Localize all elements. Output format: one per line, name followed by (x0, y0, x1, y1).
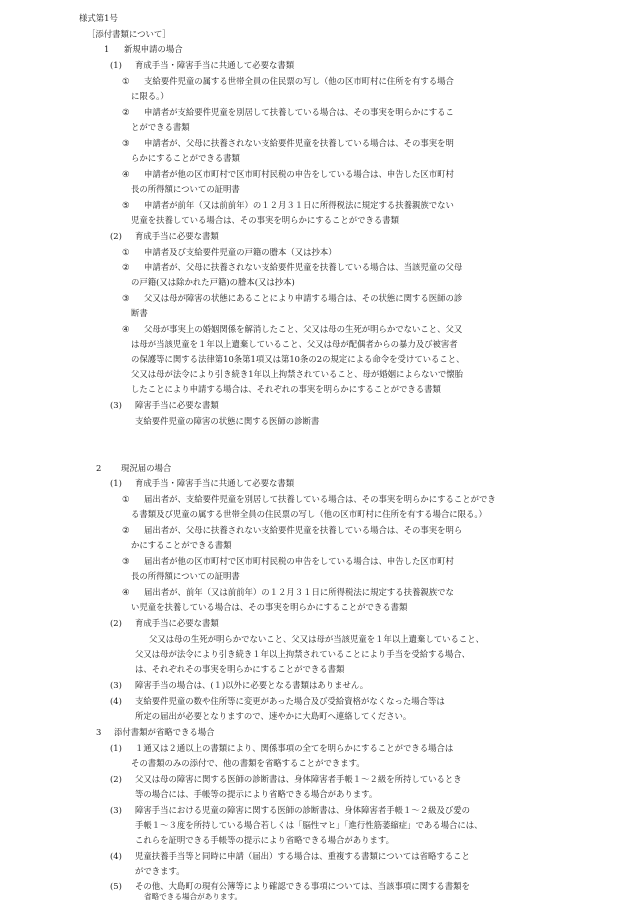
item-text-line: 届出者が、父母に扶養されない支給要件児童を扶養している場合は、その事実を明ら (144, 525, 463, 535)
item-text-line: に限る。） (131, 91, 169, 101)
item-text-line: これらを証明できる手帳等の提示により省略できる場合があります。 (135, 835, 394, 845)
item-marker: ② (122, 525, 130, 535)
item-marker: ③ (122, 138, 130, 148)
section-number: 2 (96, 463, 102, 473)
item-text-line: 父又は母が法令により引き続き1年以上拘禁されていること、母が婚姻によらないで懐胎 (131, 369, 463, 379)
item-text-line: 障害手当における児童の障害に関する医師の診断書は、身体障害者手帳１～２級及び愛の (135, 805, 470, 815)
subsection-title: 育成手当・障害手当に共通して必要な書類 (135, 478, 295, 488)
document-heading: ［添付書類について］ (87, 29, 171, 39)
item-text-line: は母が当該児童を１年以上遺棄していること、父又は母が配偶者からの暴力及び被害者 (131, 339, 458, 349)
subsection-number: (3) (110, 805, 122, 815)
subsection-number: (5) (110, 881, 122, 891)
subsection-number: (3) (110, 680, 122, 690)
item-text-line: 長の所得額についての証明書 (131, 184, 240, 194)
item-text-line: 父又は母が法令により引き続き１年以上拘禁されていることにより手当を受給する場合、 (135, 649, 470, 659)
item-text-line: い児童を扶養している場合は、その事実を明らかにすることができる書類 (131, 602, 408, 612)
item-text-line: 父母が事実上の婚姻関係を解消したこと、父又は母の生死が明らかでないこと、父又 (144, 324, 463, 334)
item-text-line: る書類及び児童の属する世帯全員の住民票の写し（他の区市町村に住所を有する場合に限る。） (131, 509, 487, 519)
item-text-line: 申請者が、父母に扶養されない支給要件児童を扶養している場合は、当該児童の父母 (144, 262, 463, 272)
item-text-line: の保護等に関する法律第10条第1項又は第10条の2の規定による命令を受けていること、 (131, 354, 465, 364)
item-text-line: １通又は２通以上の書類により、関係事項の全てを明らかにすることができる場合は (135, 743, 454, 753)
subsection-number: (2) (110, 618, 122, 628)
item-text-line: 長の所得額についての証明書 (131, 571, 240, 581)
item-text-line: 支給要件児童の属する世帯全員の住民票の写し（他の区市町村に住所を有する場合 (144, 76, 454, 86)
item-text-line: 申請者が前年（又は前前年）の１２月３１日に所得税法に規定する扶養親族でない (144, 200, 454, 210)
item-text-line: したことにより申請する場合は、それぞれの事実を明らかにすることができる書類 (131, 384, 441, 394)
subsection-number: (1) (110, 478, 122, 488)
item-text-line: 等の場合には、手帳等の提示により省略できる場合があります。 (135, 789, 378, 799)
item-marker: ④ (122, 324, 130, 334)
section-title: 新規申請の場合 (124, 44, 183, 54)
item-text-line: その他、大島町の現有公簿等により確認できる事項については、当該事項に関する書類を (135, 881, 470, 891)
item-text-line: は、それぞれその事実を明らかにすることができる書類 (135, 664, 345, 674)
item-text-line: 申請者が他の区市町村で区市町村民税の申告をしている場合は、申告した区市町村 (144, 169, 454, 179)
item-marker: ④ (122, 587, 130, 597)
subsection-title: 障害手当の場合は、(１)以外に必要となる書類はありません。 (135, 680, 369, 690)
item-text-line: 申請者が、父母に扶養されない支給要件児童を扶養している場合は、その事実を明 (144, 138, 454, 148)
item-marker: ① (122, 76, 130, 86)
item-text-line: 届出者が他の区市町村で区市町村民税の申告をしている場合は、申告した区市町村 (144, 556, 454, 566)
item-text-line: ができます。 (135, 866, 185, 876)
item-marker: ③ (122, 556, 130, 566)
item-marker: ② (122, 262, 130, 272)
item-marker: ④ (122, 169, 130, 179)
item-marker: ③ (122, 293, 130, 303)
item-text-line: の戸籍(又は除かれた戸籍)の謄本(又は抄本) (131, 277, 295, 287)
subsection-title: 育成手当に必要な書類 (135, 618, 219, 628)
subsection-title: 育成手当に必要な書類 (135, 231, 219, 241)
item-text-line: 申請者及び支給要件児童の戸籍の謄本（又は抄本） (144, 247, 337, 257)
item-text-line: 手帳１～３度を所持している場合若しくは「脳性マヒ」「進行性筋萎縮症」である場合には、 (135, 820, 483, 830)
item-text-line: 所定の届出が必要となりますので、速やかに大島町へ連絡してください。 (135, 711, 412, 721)
subsection-title: 障害手当に必要な書類 (135, 400, 219, 410)
subsection-number: (4) (110, 696, 122, 706)
subsection-number: (1) (110, 60, 122, 70)
subsection-number: (2) (110, 774, 122, 784)
item-text-line: かにすることができる書類 (131, 540, 232, 550)
section-title: 現況届の場合 (121, 463, 172, 473)
subsection-number: (3) (110, 400, 122, 410)
item-text-line: とができる書類 (131, 122, 190, 132)
item-marker: ① (122, 247, 130, 257)
item-text-line: 父又は母の障害に関する医師の診断書は、身体障害者手帳１～２級を所持しているとき (135, 774, 462, 784)
item-marker: ② (122, 107, 130, 117)
item-text-line: らかにすることができる書類 (131, 153, 240, 163)
item-text-line: 支給要件児童の障害の状態に関する医師の診断書 (135, 416, 320, 426)
item-text-line: 父又は母の生死が明らかでないこと、父又は母が当該児童を１年以上遺棄していること、 (149, 634, 484, 644)
section-number: 1 (104, 44, 110, 54)
section-title: 添付書類が省略できる場合 (114, 727, 215, 737)
subsection-number: (1) (110, 743, 122, 753)
subsection-number: (4) (110, 851, 122, 861)
item-marker: ⑤ (122, 200, 130, 210)
item-text-line: 届出者が、支給要件児童を別居して扶養している場合は、その事実を明らかにすることができ (144, 494, 496, 504)
item-text-line: 支給要件児童の数や住所等に変更があった場合及び受給資格がなくなった場合等は (135, 696, 445, 706)
item-text-line: 児童扶養手当等と同時に申請（届出）する場合は、重複する書類については省略すること (135, 851, 470, 861)
item-text-line: 児童を扶養している場合は、その事実を明らかにすることができる書類 (131, 215, 399, 225)
item-text-line: その書類のみの添付で、他の書類を省略することができます。 (131, 758, 365, 768)
form-number: 様式第1号 (79, 13, 118, 23)
subsection-number: (2) (110, 231, 122, 241)
subsection-title: 育成手当・障害手当に共通して必要な書類 (135, 60, 295, 70)
item-text-line: 申請者が支給要件児童を別居して扶養している場合は、その事実を明らかにするこ (144, 107, 454, 117)
item-text-line: 届出者が、前年（又は前前年）の１２月３１日に所得税法に規定する扶養親族でな (144, 587, 454, 597)
item-text-line: 断書 (131, 308, 148, 318)
item-marker: ① (122, 494, 130, 504)
section-number: 3 (96, 727, 102, 737)
item-text-line: 父又は母が障害の状態にあることにより申請する場合は、その状態に関する医師の診 (144, 293, 463, 303)
item-text-line: 省略できる場合があります。 (144, 892, 243, 901)
